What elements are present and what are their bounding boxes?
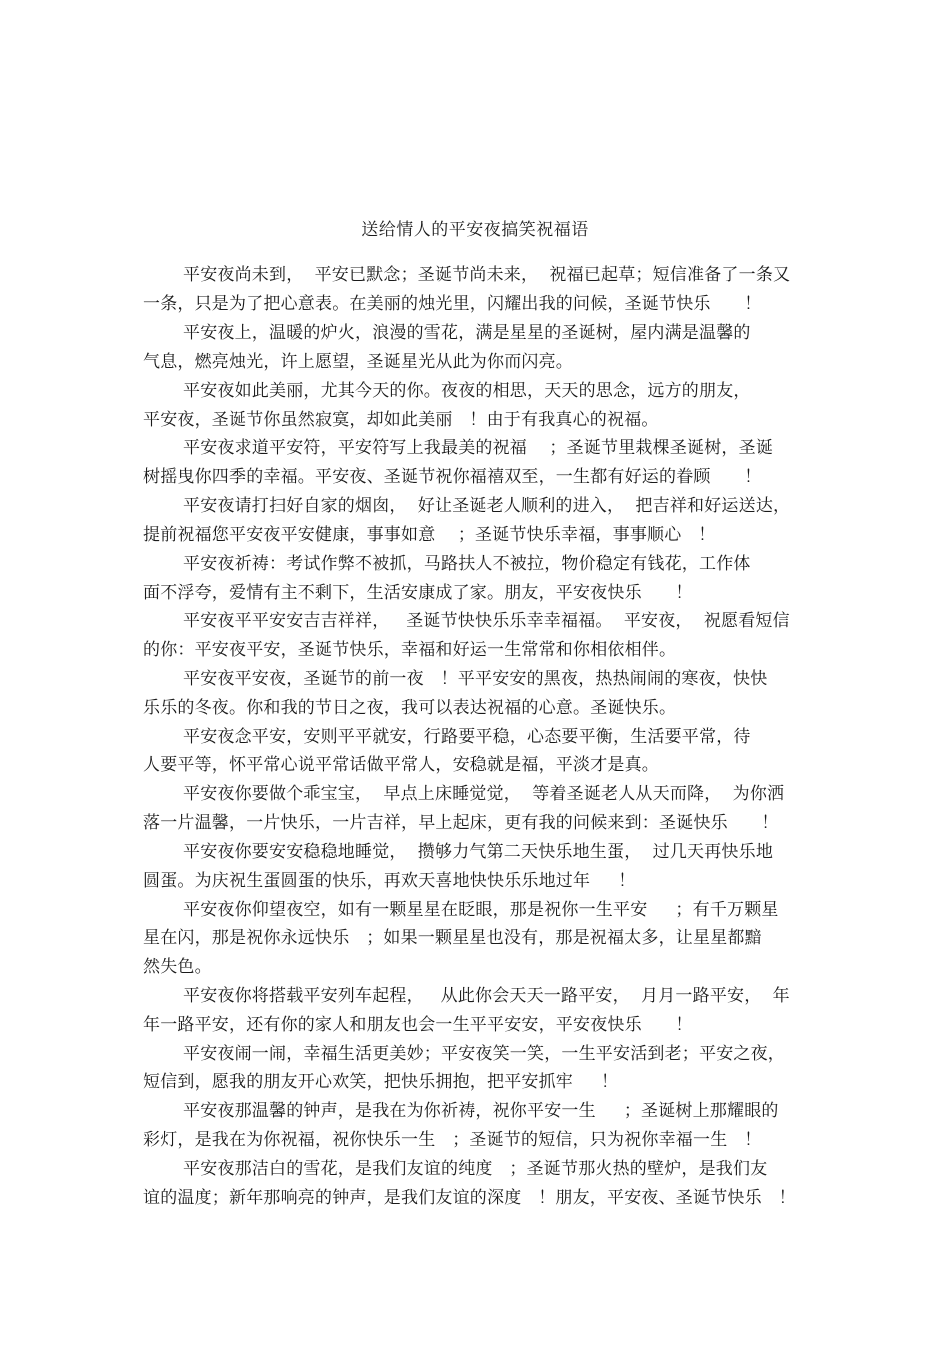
text-line: 星在闪，那是祝你永远快乐 ；如果一颗星星也没有，那是祝福太多，让星星都黯 <box>143 928 762 948</box>
document-title: 送给情人的平安夜搞笑祝福语 <box>361 220 589 240</box>
text-line: 提前祝福您平安夜平安健康，事事如意 ；圣诞节快乐幸福，事事顺心 ！ <box>143 525 716 545</box>
text-line: 落一片温馨，一片快乐，一片吉祥，早上起床，更有我的问候来到：圣诞快乐 ！ <box>143 813 779 833</box>
text-line: 平安夜，圣诞节你虽然寂寞，却如此美丽 ！由于有我真心的祝福。 <box>143 410 659 430</box>
text-line: 面不浮夸，爱情有主不剩下，生活安康成了家。朋友，平安夜快乐 ！ <box>143 583 693 603</box>
text-line: 平安夜祈祷：考试作弊不被抓，马路扶人不被拉，物价稳定有钱花，工作体 <box>183 554 751 574</box>
text-line: 圆蛋。为庆祝生蛋圆蛋的快乐，再欢天喜地快快乐乐地过年 ！ <box>143 871 636 891</box>
text-line: 短信到，愿我的朋友开心欢笑，把快乐拥抱，把平安抓牢 ！ <box>143 1072 619 1092</box>
text-line: 平安夜尚未到， 平安已默念；圣诞节尚未来， 祝福已起草；短信准备了一条又 <box>183 265 791 285</box>
text-line: 年一路平安，还有你的家人和朋友也会一生平平安安，平安夜快乐 ！ <box>143 1015 693 1035</box>
text-line: 平安夜你要做个乖宝宝， 早点上床睡觉觉， 等着圣诞老人从天而降， 为你洒 <box>183 784 785 804</box>
text-line: 人要平等，怀平常心说平常话做平常人，安稳就是福，平淡才是真。 <box>143 755 659 775</box>
text-line: 平安夜你仰望夜空，如有一颗星星在眨眼，那是祝你一生平安 ；有千万颗星 <box>183 900 779 920</box>
text-line: 平安夜请打扫好自家的烟囱， 好让圣诞老人顺利的进入， 把吉祥和好运送达， <box>183 496 791 516</box>
text-line: 彩灯，是我在为你祝福，祝你快乐一生 ；圣诞节的短信，只为祝你幸福一生 ！ <box>143 1130 762 1150</box>
text-line: 谊的温度；新年那响亮的钟声，是我们友谊的深度 ！朋友，平安夜、圣诞节快乐 ！ <box>143 1188 796 1208</box>
text-line: 平安夜那温馨的钟声，是我在为你祈祷，祝你平安一生 ；圣诞树上那耀眼的 <box>183 1101 779 1121</box>
text-line: 乐乐的冬夜。你和我的节日之夜，我可以表达祝福的心意。圣诞快乐。 <box>143 698 677 718</box>
text-line: 一条，只是为了把心意表。在美丽的烛光里，闪耀出我的问候，圣诞节快乐 ！ <box>143 294 762 314</box>
text-line: 平安夜平平安安吉吉祥祥， 圣诞节快快乐乐幸幸福福。 平安夜， 祝愿看短信 <box>183 611 790 631</box>
text-line: 平安夜那洁白的雪花，是我们友谊的纯度 ；圣诞节那火热的壁炉，是我们友 <box>183 1159 768 1179</box>
text-line: 树摇曳你四季的幸福。平安夜、圣诞节祝你福禧双至，一生都有好运的眷顾 ！ <box>143 467 762 487</box>
text-line: 气息，燃亮烛光，许上愿望，圣诞星光从此为你而闪亮。 <box>143 352 573 372</box>
text-line: 平安夜闹一闹，幸福生活更美妙；平安夜笑一笑，一生平安活到老；平安之夜， <box>183 1044 785 1064</box>
text-line: 平安夜平安夜，圣诞节的前一夜 ！平平安安的黑夜，热热闹闹的寒夜，快快 <box>183 669 768 689</box>
text-line: 的你：平安夜平安，圣诞节快乐，幸福和好运一生常常和你相依相伴。 <box>143 640 677 660</box>
text-line: 然失色。 <box>143 957 212 977</box>
text-line: 平安夜如此美丽，尤其今天的你。夜夜的相思，天天的思念，远方的朋友， <box>183 381 751 401</box>
text-line: 平安夜你要安安稳稳地睡觉， 攒够力气第二天快乐地生蛋， 过几天再快乐地 <box>183 842 774 862</box>
text-line: 平安夜你将搭载平安列车起程， 从此你会天天一路平安， 月月一路平安， 年 <box>183 986 790 1006</box>
text-line: 平安夜上，温暖的炉火，浪漫的雪花，满是星星的圣诞树，屋内满是温馨的 <box>183 323 751 343</box>
text-line: 平安夜求道平安符，平安符写上我最美的祝福 ；圣诞节里栽棵圣诞树，圣诞 <box>183 438 774 458</box>
text-line: 平安夜念平安，安则平平就安，行路要平稳，心态要平衡，生活要平常，待 <box>183 727 751 747</box>
